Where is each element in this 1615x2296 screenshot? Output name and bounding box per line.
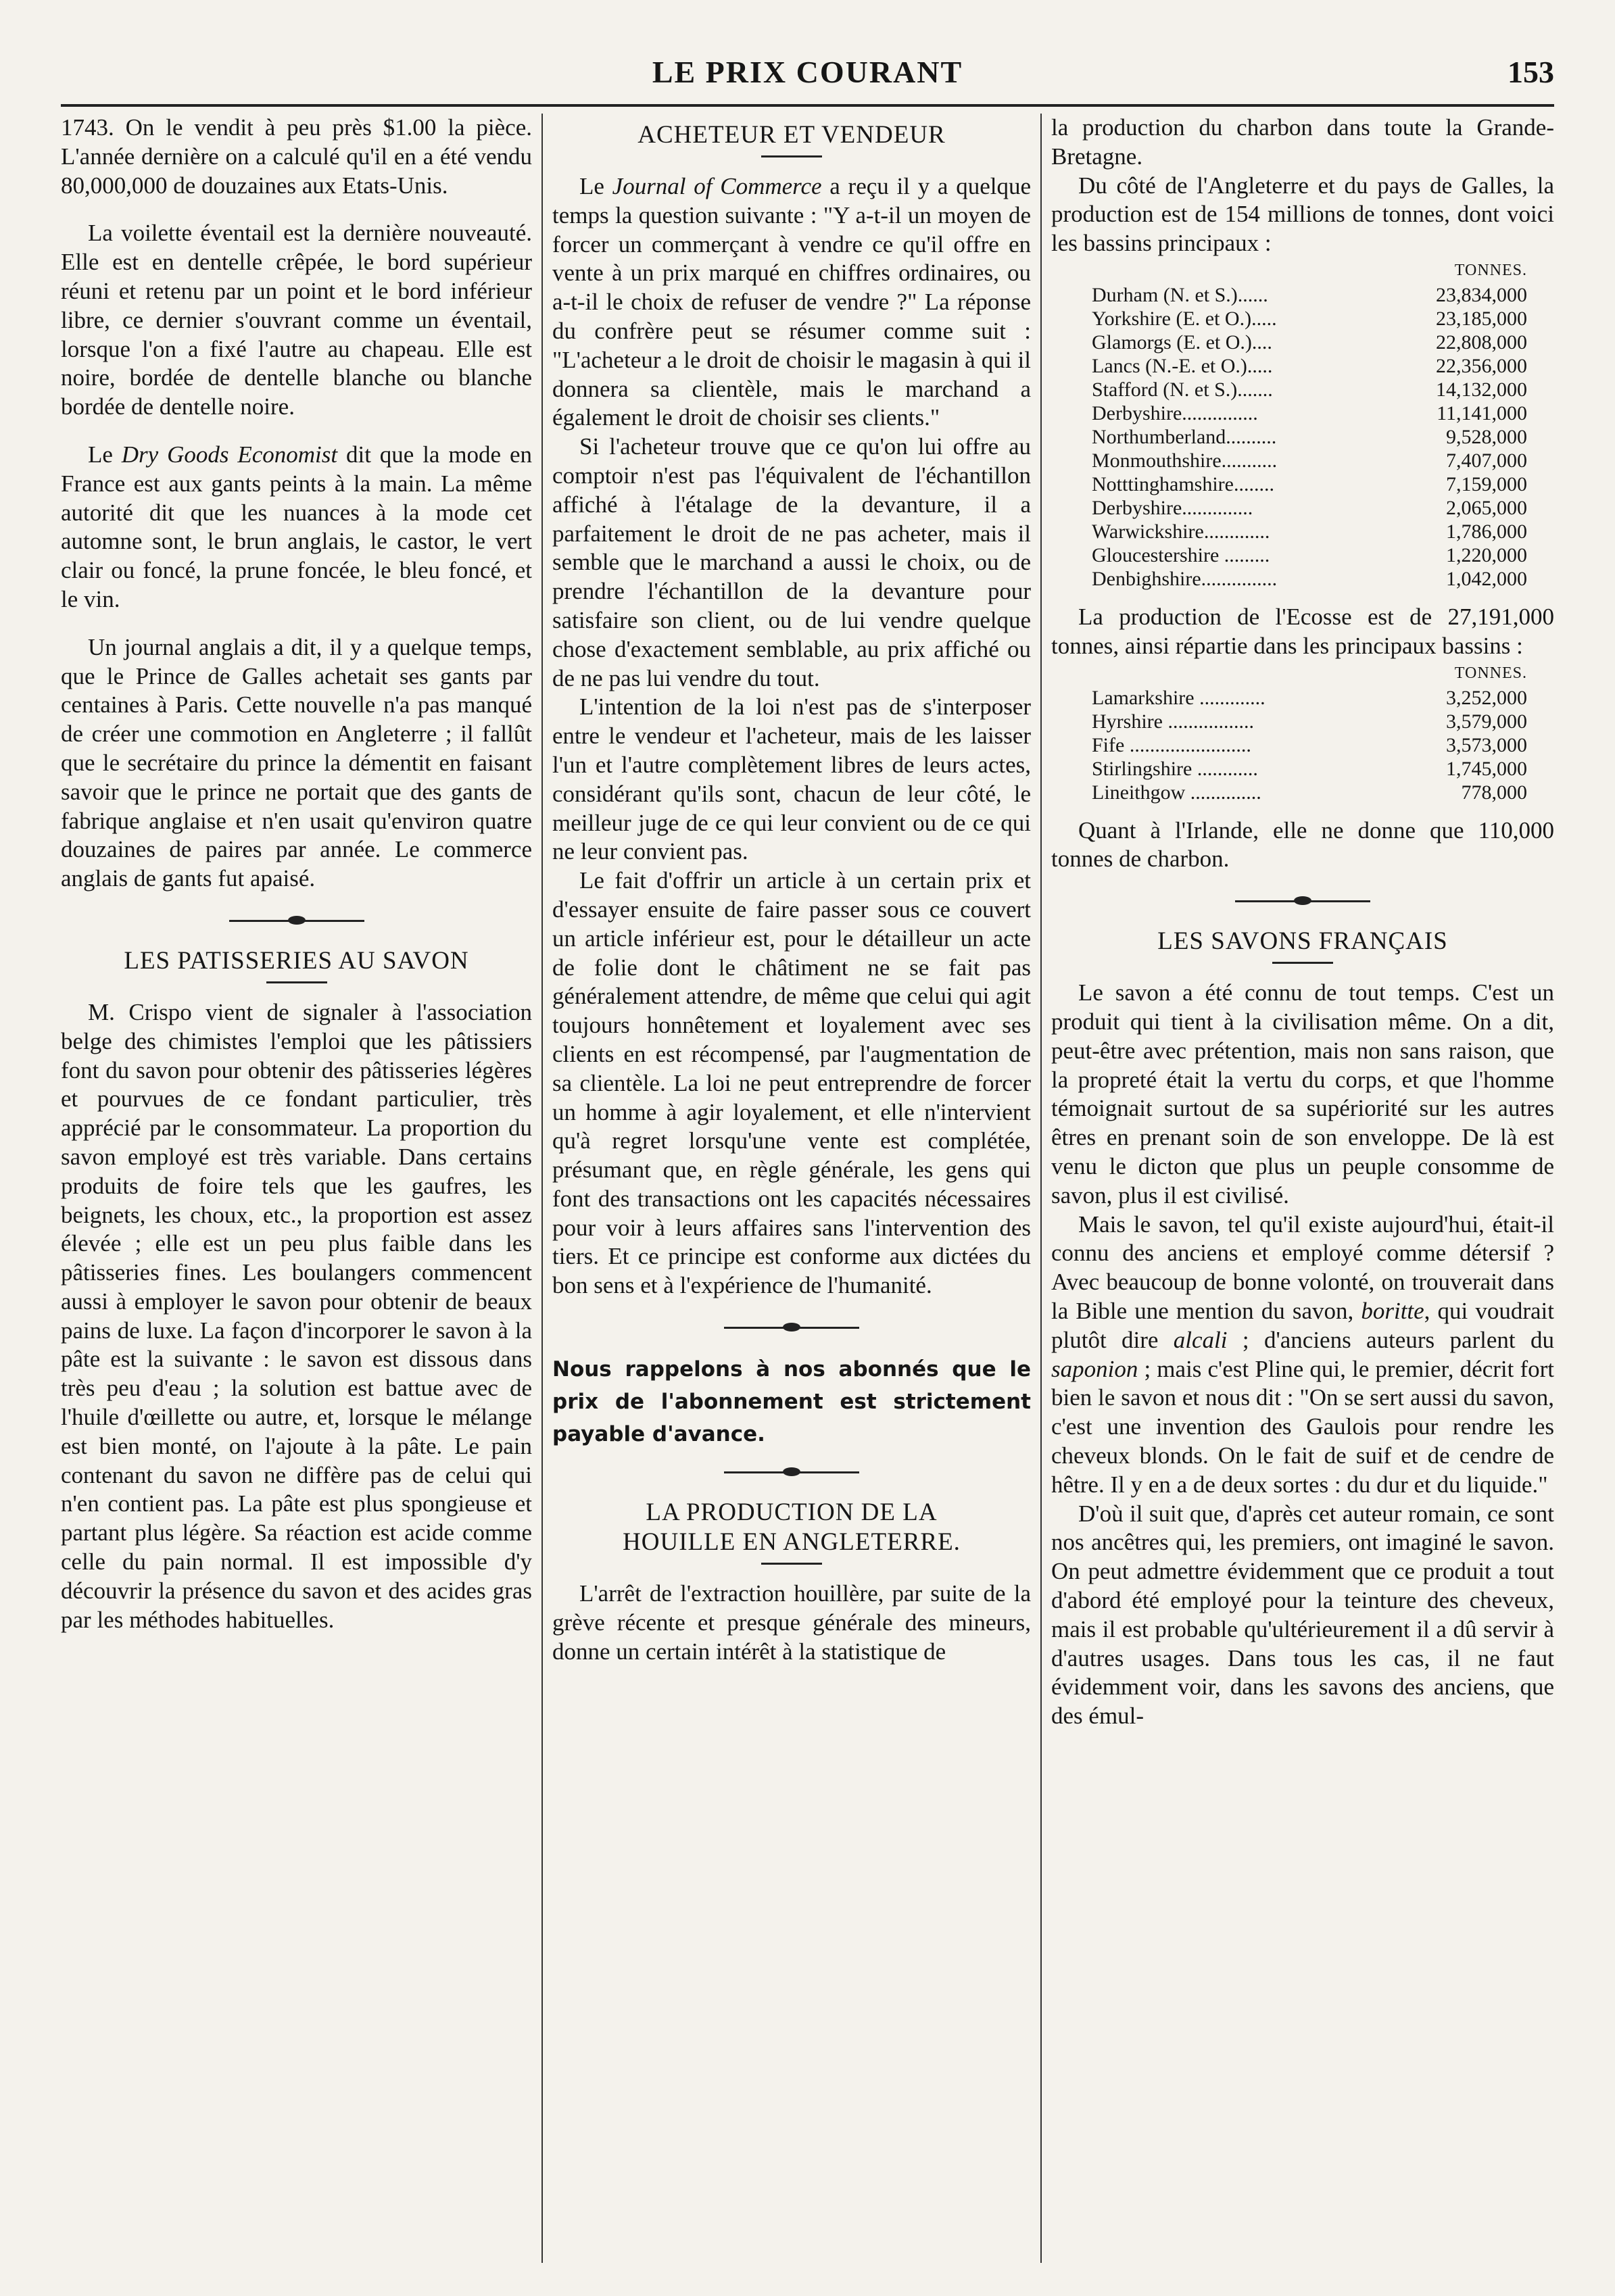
basin-name: Lamarkshire ............. bbox=[1092, 686, 1266, 709]
basin-name: Warwickshire............. bbox=[1092, 520, 1270, 543]
tonnage-value: 1,745,000 bbox=[1446, 757, 1527, 780]
tonnage-value: 7,159,000 bbox=[1446, 472, 1527, 495]
basin-name: Notttinghamshire........ bbox=[1092, 472, 1274, 495]
header-rule bbox=[61, 104, 1554, 107]
divider-ornament bbox=[1294, 896, 1311, 905]
table-row bbox=[1051, 543, 1554, 567]
article-savons-p1: Le savon a été connu de tout temps. C'est un produit qui tient à la civilisation même. On a dit, peut-être avec prétention, mais non sans raison, que la propreté était la vertu du corps, et que l'homme témoignait surtout de sa supériorité sur les autres êtres en prenant soin de son enveloppe. De là est venu le dicton que plus un peuple consomme de savon, plus il est civilisé. bbox=[1051, 979, 1554, 1208]
text-run: Le bbox=[579, 173, 612, 199]
text-run: Mais le savon, tel qu'il existe aujourd'hui, était-il connu des anciens et employé comme détersif ? Avec beaucoup de bonne volonté, on trouverait dans la Bible une mention du savon, bbox=[1051, 1211, 1554, 1324]
columns bbox=[61, 114, 1554, 2263]
column-1 bbox=[61, 114, 543, 2263]
article-acheteur-p4: Le fait d'offrir un article à un certain prix et d'essayer ensuite de faire passer sous ce couvert un article inférieur est, pour le détailleur un acte de folie dont le châtiment ne se fait pas généralement attendre, de même que celui qui agit toujours honnêtement et loyalement avec ses clients en est récompensé, par l'augmentation de sa clientèle. La loi ne peut entreprendre de forcer un homme à agir loyalement, et elle n'intervient qu'à regret lorsqu'une vente est complétée, présumant que, en règle générale, les gens qui font des transactions ont les capacités nécessaires pour voir à leurs affaires sans l'intervention des tiers. Et ce principe est conforme aux dictées du bon sens et à l'expérience de l'humanité. bbox=[552, 867, 1031, 1299]
heading-line: LA PRODUCTION DE LA bbox=[646, 1498, 938, 1527]
section-divider bbox=[61, 912, 532, 929]
heading-rule bbox=[761, 155, 822, 157]
basin-name: Derbyshire............... bbox=[1092, 401, 1258, 424]
table-row bbox=[1051, 449, 1554, 472]
table-row bbox=[1051, 781, 1554, 804]
article-acheteur-p2: Si l'acheteur trouve que ce qu'on lui offre au comptoir n'est pas l'équivalent de l'échantillon affiché à l'étalage de la devanture, il a parfaitement le droit de ne pas acheter, mais il semble que le marchand a aussi le choix, ou de prendre l'échantillon de la devanture pour satisfaire son client, ou de lui vendre quelque chose d'exactement semblable, au prix affiché ou de ne pas lui vendre du tout. bbox=[552, 433, 1031, 691]
divider-ornament bbox=[783, 1323, 800, 1332]
table-body bbox=[1051, 686, 1554, 804]
heading-rule bbox=[761, 1563, 822, 1565]
column-2 bbox=[543, 114, 1042, 2263]
table-body bbox=[1051, 283, 1554, 591]
basin-name: Fife ........................ bbox=[1092, 733, 1251, 756]
table-row bbox=[1051, 307, 1554, 331]
article-dry-goods bbox=[61, 441, 532, 614]
tonnage-value: 23,185,000 bbox=[1436, 307, 1527, 330]
tonnage-value: 7,407,000 bbox=[1446, 449, 1527, 472]
table-row bbox=[1051, 496, 1554, 520]
text-run: ; mais c'est Pline qui, le premier, décrit fort bien le savon et nous dit : "On se sert aussi du savon, c'est une invention des Gaulois pour rendre les cheveux blonds. On le fait de suif et de cendre de hêtre. Il y en a de deux sortes : du dur et du liquide." bbox=[1051, 1355, 1554, 1498]
article-houille-start: L'arrêt de l'extraction houillère, par suite de la grève récente et presque générale des mineurs, donne un certain intérêt à la statistique de bbox=[552, 1580, 1031, 1665]
table-row bbox=[1051, 710, 1554, 733]
table-unit: TONNES. bbox=[1454, 664, 1527, 682]
column-3 bbox=[1042, 114, 1554, 2263]
tonnage-value: 22,808,000 bbox=[1436, 331, 1527, 353]
section-divider bbox=[552, 1464, 1031, 1480]
basin-name: Yorkshire (E. et O.)..... bbox=[1092, 307, 1277, 330]
article-patisseries: M. Crispo vient de signaler à l'association belge des chimistes l'emploi que les pâtissiers font du savon pour obtenir des pâtisseries légères et pourvues de ce fondant particulier, très apprécié par le consommateur. La proportion du savon employé est très variable. Dans certains produits de foire tels que les gaufres, les beignets, les choux, etc., la proportion est assez élevée ; elle est un peu plus faible dans les pâtisseries fines. Les boulangers commencent aussi à employer le savon pour obtenir de beaux pains de luxe. La façon d'incorporer le savon à la pâte est la suivante : le savon est dissous dans très peu d'eau ; la solution est battue avec de l'huile d'œillette ou autre, et, lorsque le mélange est bien monté, on l'ajoute à la pâte. Le pain contenant du savon ne diffère pas de celui qui n'en contient pas. La pâte est plus spongieuse et partant plus légère. Sa réaction est acide comme celle du pain normal. Il est impossible d'y découvrir la présence du savon et des acides gras par les méthodes habituelles. bbox=[61, 998, 532, 1633]
page-number: 153 bbox=[1508, 55, 1554, 89]
tonnage-value: 23,834,000 bbox=[1436, 283, 1527, 306]
tonnage-value: 3,579,000 bbox=[1446, 710, 1527, 733]
article-acheteur-p1 bbox=[552, 172, 1031, 433]
table-row bbox=[1051, 520, 1554, 543]
publication-name: Journal of Commerce bbox=[612, 173, 822, 199]
table-row bbox=[1051, 567, 1554, 591]
tonnage-value: 1,042,000 bbox=[1446, 567, 1527, 590]
table-row bbox=[1051, 331, 1554, 354]
article-houille-continued: la production du charbon dans toute la Grande-Bretagne. bbox=[1051, 114, 1554, 170]
heading-rule bbox=[1272, 962, 1333, 964]
section-divider bbox=[1051, 893, 1554, 909]
basin-name: Gloucestershire ......... bbox=[1092, 543, 1270, 566]
basin-name: Derbyshire.............. bbox=[1092, 496, 1253, 519]
table-row bbox=[1051, 757, 1554, 781]
basin-name: Durham (N. et S.)...... bbox=[1092, 283, 1268, 306]
page-header bbox=[61, 47, 1554, 101]
divider-ornament bbox=[288, 916, 306, 925]
subscription-notice: Nous rappelons à nos abonnés que le prix de l'abonnement est strictement payable d'avance. bbox=[552, 1357, 1031, 1447]
basin-name: Monmouthshire........... bbox=[1092, 449, 1278, 472]
publication-name: Dry Goods Economist bbox=[121, 441, 338, 468]
basin-name: Glamorgs (E. et O.).... bbox=[1092, 331, 1272, 353]
section-divider bbox=[552, 1319, 1031, 1336]
term: saponion bbox=[1051, 1355, 1138, 1382]
page-title: LE PRIX COURANT bbox=[652, 55, 963, 89]
table-row bbox=[1051, 733, 1554, 757]
basin-name: Hyrshire ................. bbox=[1092, 710, 1254, 733]
basin-name: Northumberland.......... bbox=[1092, 425, 1277, 448]
heading-rule bbox=[266, 981, 327, 983]
basin-name: Stirlingshire ............ bbox=[1092, 757, 1258, 780]
text-run: ; d'anciens auteurs parlent du bbox=[1227, 1326, 1554, 1353]
article-gants-continued: 1743. On le vendit à peu près $1.00 la pièce. L'année dernière on a calculé qu'il en a été vendu 80,000,000 de douzaines aux Etats-Unis. bbox=[61, 114, 532, 199]
tonnage-value: 3,573,000 bbox=[1446, 733, 1527, 756]
text-run: a reçu il y a quelque temps la question suivante : "Y a-t-il un moyen de forcer un commerçant à vendre ce qu'il offre en vente à un prix marqué en chiffres ordinaires, ou a-t-il le choix de refuser de vendre ?" La réponse du confrère peut se résumer comme suit : "L'acheteur a le droit de choisir le magasin à qui il donnera sa clientèle, mais le marchand a également le droit de choisir ses clients." bbox=[552, 173, 1031, 431]
table-row bbox=[1051, 378, 1554, 401]
table-unit: TONNES. bbox=[1454, 261, 1527, 279]
tonnage-value: 778,000 bbox=[1461, 781, 1527, 804]
term: alcali bbox=[1173, 1326, 1228, 1353]
basin-name: Lineithgow .............. bbox=[1092, 781, 1261, 804]
tonnage-value: 22,356,000 bbox=[1436, 354, 1527, 377]
tonnage-value: 3,252,000 bbox=[1446, 686, 1527, 709]
tonnage-value: 2,065,000 bbox=[1446, 496, 1527, 519]
article-houille-ecosse: La production de l'Ecosse est de 27,191,000 tonnes, ainsi répartie dans les principaux bassins : bbox=[1051, 603, 1554, 659]
article-voilette: La voilette éventail est la dernière nouveauté. Elle est en dentelle crêpée, le bord supérieur réuni et retenu par un point et le bord inférieur libre, ce dernier s'ouvrant comme un éventail, lorsque l'on a fixé l'autre au chapeau. Elle est noire, bordée de dentelle blanche ou blanche bordée de dentelle noire. bbox=[61, 220, 532, 420]
article-houille-irlande: Quant à l'Irlande, elle ne donne que 110,000 tonnes de charbon. bbox=[1051, 816, 1554, 873]
tonnage-value: 11,141,000 bbox=[1437, 401, 1527, 424]
text-run: dit que la mode en France est aux gants peints à la main. La même autorité dit que les nuances à la mode cet automne sont, le brun anglais, le castor, le vert clair ou foncé, la prune foncée, le bleu foncé, et le vin. bbox=[61, 441, 532, 612]
heading-houille bbox=[552, 1498, 1031, 1557]
table-row bbox=[1051, 401, 1554, 425]
divider-ornament bbox=[783, 1467, 800, 1476]
tonnage-value: 14,132,000 bbox=[1436, 378, 1527, 401]
basin-name: Lancs (N.-E. et O.)..... bbox=[1092, 354, 1273, 377]
table-row bbox=[1051, 472, 1554, 496]
table-angleterre bbox=[1051, 258, 1554, 591]
table-row bbox=[1051, 354, 1554, 378]
article-prince-galles: Un journal anglais a dit, il y a quelque temps, que le Prince de Galles achetait ses gants par centaines à Paris. Cette nouvelle n'a pas manqué de créer une commotion en Angleterre ; il fallût que le secrétaire du prince la démentit en faisant savoir que le prince ne portait que des gants de fabrique anglaise et n'en usait qu'environ quatre douzaines de paires par année. Le commerce anglais de gants fut apaisé. bbox=[61, 633, 532, 892]
text-run: Le bbox=[88, 441, 122, 468]
heading-patisseries: LES PATISSERIES AU SAVON bbox=[124, 946, 469, 975]
article-savons-p2 bbox=[1051, 1211, 1554, 1500]
table-row bbox=[1051, 283, 1554, 307]
text-run: , qui voudrait plutôt dire bbox=[1051, 1297, 1554, 1353]
tonnage-value: 1,786,000 bbox=[1446, 520, 1527, 543]
basin-name: Stafford (N. et S.)....... bbox=[1092, 378, 1273, 401]
basin-name: Denbighshire............... bbox=[1092, 567, 1278, 590]
term: boritte bbox=[1361, 1297, 1424, 1324]
heading-line: HOUILLE EN ANGLETERRE. bbox=[623, 1528, 961, 1557]
tonnage-value: 1,220,000 bbox=[1446, 543, 1527, 566]
table-ecosse bbox=[1051, 661, 1554, 804]
heading-acheteur-vendeur: ACHETEUR ET VENDEUR bbox=[637, 121, 946, 149]
heading-savons: LES SAVONS FRANÇAIS bbox=[1157, 927, 1448, 956]
article-houille-angleterre: Du côté de l'Angleterre et du pays de Galles, la production est de 154 millions de tonnes, dont voici les bassins principaux : bbox=[1051, 172, 1554, 257]
article-savons-p3: D'où il suit que, d'après cet auteur romain, ce sont nos ancêtres qui, les premiers, ont imaginé le savon. On peut admettre évidemment que ce produit a tout d'abord été employé pour la teinture des cheveux, mais il est probable qu'ultérieurement il a dû servir à d'autres usages. Dans tous les cas, il ne faut évidemment voir, dans les savons des anciens, que des émul- bbox=[1051, 1500, 1554, 1730]
table-row bbox=[1051, 686, 1554, 710]
table-row bbox=[1051, 425, 1554, 449]
article-acheteur-p3: L'intention de la loi n'est pas de s'interposer entre le vendeur et l'acheteur, mais de les laisser l'un et l'autre complètement libres de leurs actes, considérant qu'ils sont, chacun de leur côté, le meilleur juge de ce qui leur convient ou de ce qui ne leur convient pas. bbox=[552, 693, 1031, 865]
tonnage-value: 9,528,000 bbox=[1446, 425, 1527, 448]
